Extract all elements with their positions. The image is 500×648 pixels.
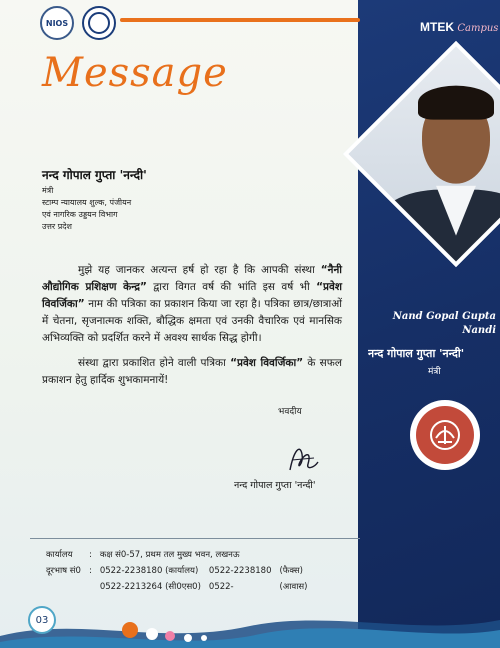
- phone-label: दूरभाष सं0: [46, 566, 81, 576]
- author-department-1: स्टाम्प न्यायालय शुल्क, पंजीयन: [42, 198, 132, 207]
- p2-text-b: के सफल प्रकाशन हेतु हार्दिक शुभकामनायें!: [42, 357, 342, 386]
- institute-seal-logo: [82, 6, 116, 40]
- side-role: मंत्री: [428, 367, 441, 377]
- footer-wave-decoration: [0, 596, 500, 648]
- institute-name: “नैनी औद्योगिक प्रशिक्षण केन्द्र”: [42, 264, 342, 293]
- phone-4: 0522-: [208, 582, 234, 592]
- signatory-name: नन्द गोपाल गुप्ता 'नन्दी': [234, 480, 316, 491]
- signature: [286, 440, 320, 476]
- emblem-icon: [426, 416, 464, 454]
- english-name-line-2: Nandi: [462, 325, 496, 336]
- brand-name: MTEK: [420, 20, 454, 34]
- author-department-2: एवं नागरिक उड्डयन विभाग: [42, 210, 118, 219]
- office-label: कार्यालय: [46, 550, 73, 560]
- english-name: [376, 310, 500, 338]
- nios-logo-text: NIOS: [45, 18, 69, 28]
- p1-text-b: द्वारा विगत वर्ष की भांति इस वर्ष भी: [146, 281, 317, 293]
- closing-word: भवदीय: [278, 407, 302, 417]
- phone-4-type: (आवास): [279, 582, 308, 592]
- author-block: [42, 166, 147, 233]
- office-address: कक्ष सं0-57, प्रथम तल मुख्य भवन, लखनऊ: [99, 550, 240, 560]
- header-orange-bar: [120, 18, 360, 22]
- state-emblem: [410, 400, 480, 470]
- phone-3: 0522-2213264 (सी0एस0): [99, 582, 201, 592]
- english-name-line-1: Nand Gopal Gupta: [392, 311, 496, 322]
- hindi-name: नन्द गोपाल गुप्ता 'नन्दी': [368, 347, 465, 360]
- brand-suffix: Campus: [457, 23, 499, 34]
- message-paragraph-2: [42, 355, 342, 389]
- p2-text-a: संस्था द्वारा प्रकाशित होने वाली पत्रिका: [78, 357, 231, 369]
- p1-text-c: नाम की पत्रिका का प्रकाशन किया जा रहा है। पत्रिका छात्र/छात्राओं में चेतना, सृजनात्मक शक्ति, बौद्धिक क्षमता एवं उनकी वैचारिक एवं मानसिक अभिव्यक्ति को प्रदर्शित करने में अवश्य सार्थक सिद्ध होगी।: [42, 298, 342, 344]
- page-number: 03: [28, 606, 56, 634]
- phone-2-type: (फैक्स): [279, 566, 303, 576]
- author-name: नन्द गोपाल गुप्ता 'नन्दी': [42, 168, 147, 182]
- brand-label: [360, 20, 500, 34]
- office-details: कार्यालय : कक्ष सं0-57, प्रथम तल मुख्य भवन, लखनऊ दूरभाष सं0 : 0522-2238180 (कार्यालय) 0522-2238180 (फैक्स) 0522-2213264 (सी0एस0) 0522- (आवास): [44, 546, 315, 596]
- message-body: [42, 262, 342, 389]
- footer-divider: [30, 538, 360, 539]
- author-state: उत्तर प्रदेश: [42, 222, 72, 231]
- nios-logo: [40, 6, 74, 40]
- phone-1: 0522-2238180 (कार्यालय): [99, 566, 199, 576]
- author-role: मंत्री: [42, 186, 54, 195]
- p1-text-a: मुझे यह जानकर अत्यन्त हर्ष हो रहा है कि आपकी संस्था: [78, 264, 321, 276]
- message-paragraph-1: [42, 262, 342, 347]
- magazine-name: “प्रवेश विवर्जिका”: [42, 281, 342, 310]
- page-title: Message: [42, 50, 228, 96]
- magazine-name-2: “प्रवेश विवर्जिका”: [230, 357, 304, 369]
- phone-2: 0522-2238180: [208, 566, 272, 576]
